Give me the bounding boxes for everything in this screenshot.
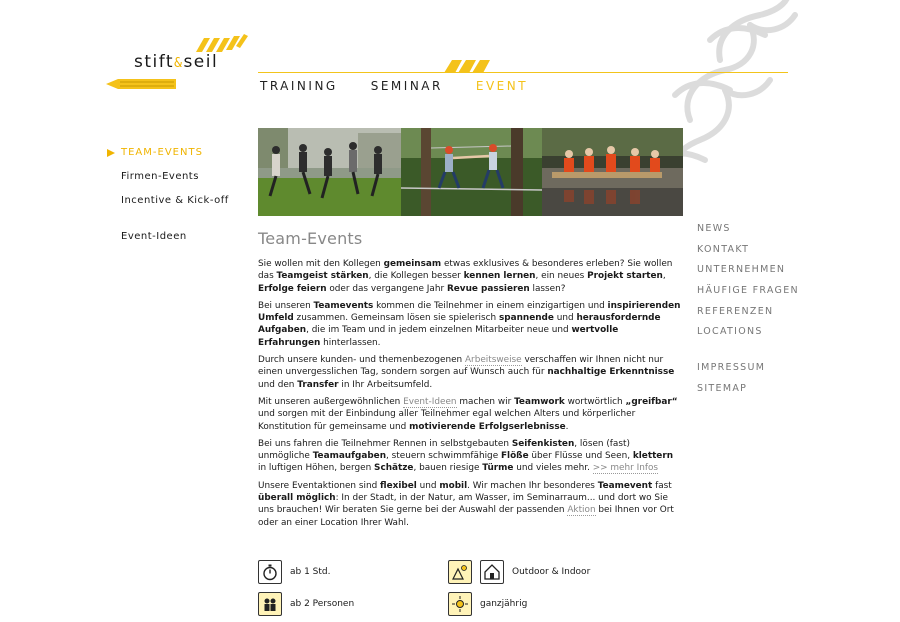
feature-row <box>258 590 683 618</box>
top-nav-line <box>258 72 788 73</box>
link-aktion[interactable]: Aktion <box>567 505 596 516</box>
top-nav <box>260 79 561 93</box>
banner-photos <box>258 128 683 216</box>
logo-ampersand: & <box>174 56 184 71</box>
feature-row <box>258 558 683 586</box>
rightnav-unternehmen[interactable]: UNTERNEHMEN <box>697 264 786 276</box>
paragraph-6: Unsere Eventaktionen sind flexibel und mobil. Wir machen Ihr besonderes Teamevent fast überall möglich: In der Stadt, in der Natur, am Wasser, im Seminarraum... und dort wo Sie uns brauchen! Wir beraten Sie gerne bei der Auswahl der passenden Aktion bei Ihnen vor Ort oder an einer Location Ihrer Wahl. <box>258 480 674 528</box>
rightnav-locations[interactable]: LOCATIONS <box>697 326 763 338</box>
paragraph-4: Mit unseren außergewöhnlichen Event-Ideen machen wir Teamwork wortwörtlich „greifbar“ und sorgen mit der Einbindung aller Teilnehmer egal welchen Alters und körperlicher Konstitution für gemeinsame und motivierende Erfolgserlebnisse. <box>258 396 678 432</box>
logo-part1: stift <box>134 52 175 72</box>
rightnav-impressum[interactable]: IMPRESSUM <box>697 362 766 374</box>
stopwatch-icon <box>258 560 282 584</box>
rightnav-referenzen[interactable]: REFERENZEN <box>697 305 774 317</box>
event-features <box>258 558 683 622</box>
link-arbeitsweise[interactable]: Arbeitsweise <box>464 355 522 366</box>
feature-duration: ab 1 Std. <box>258 560 448 584</box>
paragraph-1: Sie wollen mit den Kollegen gemeinsam etwas exklusives & besonderes erleben? Sie wollen das Teamgeist stärken, die Kollegen besser kennen lernen, ein neues Projekt starten, Erfolge feiern oder das vergangene Jahr Revue passieren lassen? <box>258 259 673 294</box>
rightnav-spacer <box>697 346 877 361</box>
photo-rafting <box>542 128 683 216</box>
rightnav-news[interactable]: NEWS <box>697 223 731 234</box>
sun-icon <box>448 592 472 616</box>
left-nav <box>106 146 246 254</box>
leftnav-event-ideen[interactable]: Event-Ideen <box>121 231 187 242</box>
right-nav <box>697 222 877 403</box>
link-event-ideen[interactable]: Event-Ideen <box>403 396 457 407</box>
photo-running-team <box>258 128 401 216</box>
logo-wordmark <box>134 52 218 72</box>
paragraph-5: Bei uns fahren die Teilnehmer Rennen in selbstgebauten Seifenkisten, lösen (fast) unmögliche Teamaufgaben, steuern schwimmfähige Flöße über Flüsse und Seen, klettern in luftigen Höhen, bergen Schätze, bauen riesige Türme und vieles mehr. >> mehr Infos <box>258 438 674 474</box>
tab-event[interactable]: EVENT <box>475 79 529 93</box>
rightnav-haeufige-fragen[interactable]: HÄUFIGE FRAGEN <box>697 285 799 297</box>
rightnav-sitemap[interactable]: SITEMAP <box>697 382 748 394</box>
tab-seminar[interactable]: SEMINAR <box>370 79 443 93</box>
link-mehr-infos[interactable]: >> mehr Infos <box>592 463 659 474</box>
active-tab-marker <box>444 58 500 73</box>
outdoor-icon <box>448 560 472 584</box>
tab-training[interactable]: TRAINING <box>260 79 338 93</box>
leftnav-team-events[interactable]: TEAM-EVENTS <box>106 146 246 170</box>
indoor-icon <box>480 560 504 584</box>
brand-logo[interactable] <box>106 32 256 94</box>
main-content <box>258 229 683 534</box>
leftnav-spacer <box>106 218 246 230</box>
feature-persons: ab 2 Personen <box>258 592 448 616</box>
paragraph-2: Bei unseren Teamevents kommen die Teilnehmer in einem einzigartigen und inspirierenden Umfeld zusammen. Gemeinsam lösen sie spielerisch spannende und herausfordernde Aufgaben, die im Team und in jedem einzelnen Mitarbeiter neue und wertvolle Erfahrungen hinterlassen. <box>258 300 681 348</box>
leftnav-incentive[interactable]: Incentive & Kick-off <box>121 195 229 206</box>
paragraph-3: Durch unsere kunden- und themenbezogenen Arbeitsweise verschaffen wir Ihnen nicht nur einen unvergesslichen Tag, sondern sorgen auf Wunsch auch für nachhaltige Erkenntnisse und den Transfer in Ihr Arbeitsumfeld. <box>258 355 675 390</box>
rightnav-kontakt[interactable]: KONTAKT <box>697 243 750 255</box>
page-title: Team-Events <box>258 229 363 248</box>
pencil-icon <box>106 78 178 90</box>
feature-season: ganzjährig <box>448 592 638 616</box>
leftnav-firmen-events[interactable]: Firmen-Events <box>121 171 199 182</box>
logo-part2: seil <box>183 52 219 72</box>
feature-location: Outdoor & Indoor <box>448 560 638 584</box>
photo-climbing <box>401 128 542 216</box>
group-icon <box>258 592 282 616</box>
